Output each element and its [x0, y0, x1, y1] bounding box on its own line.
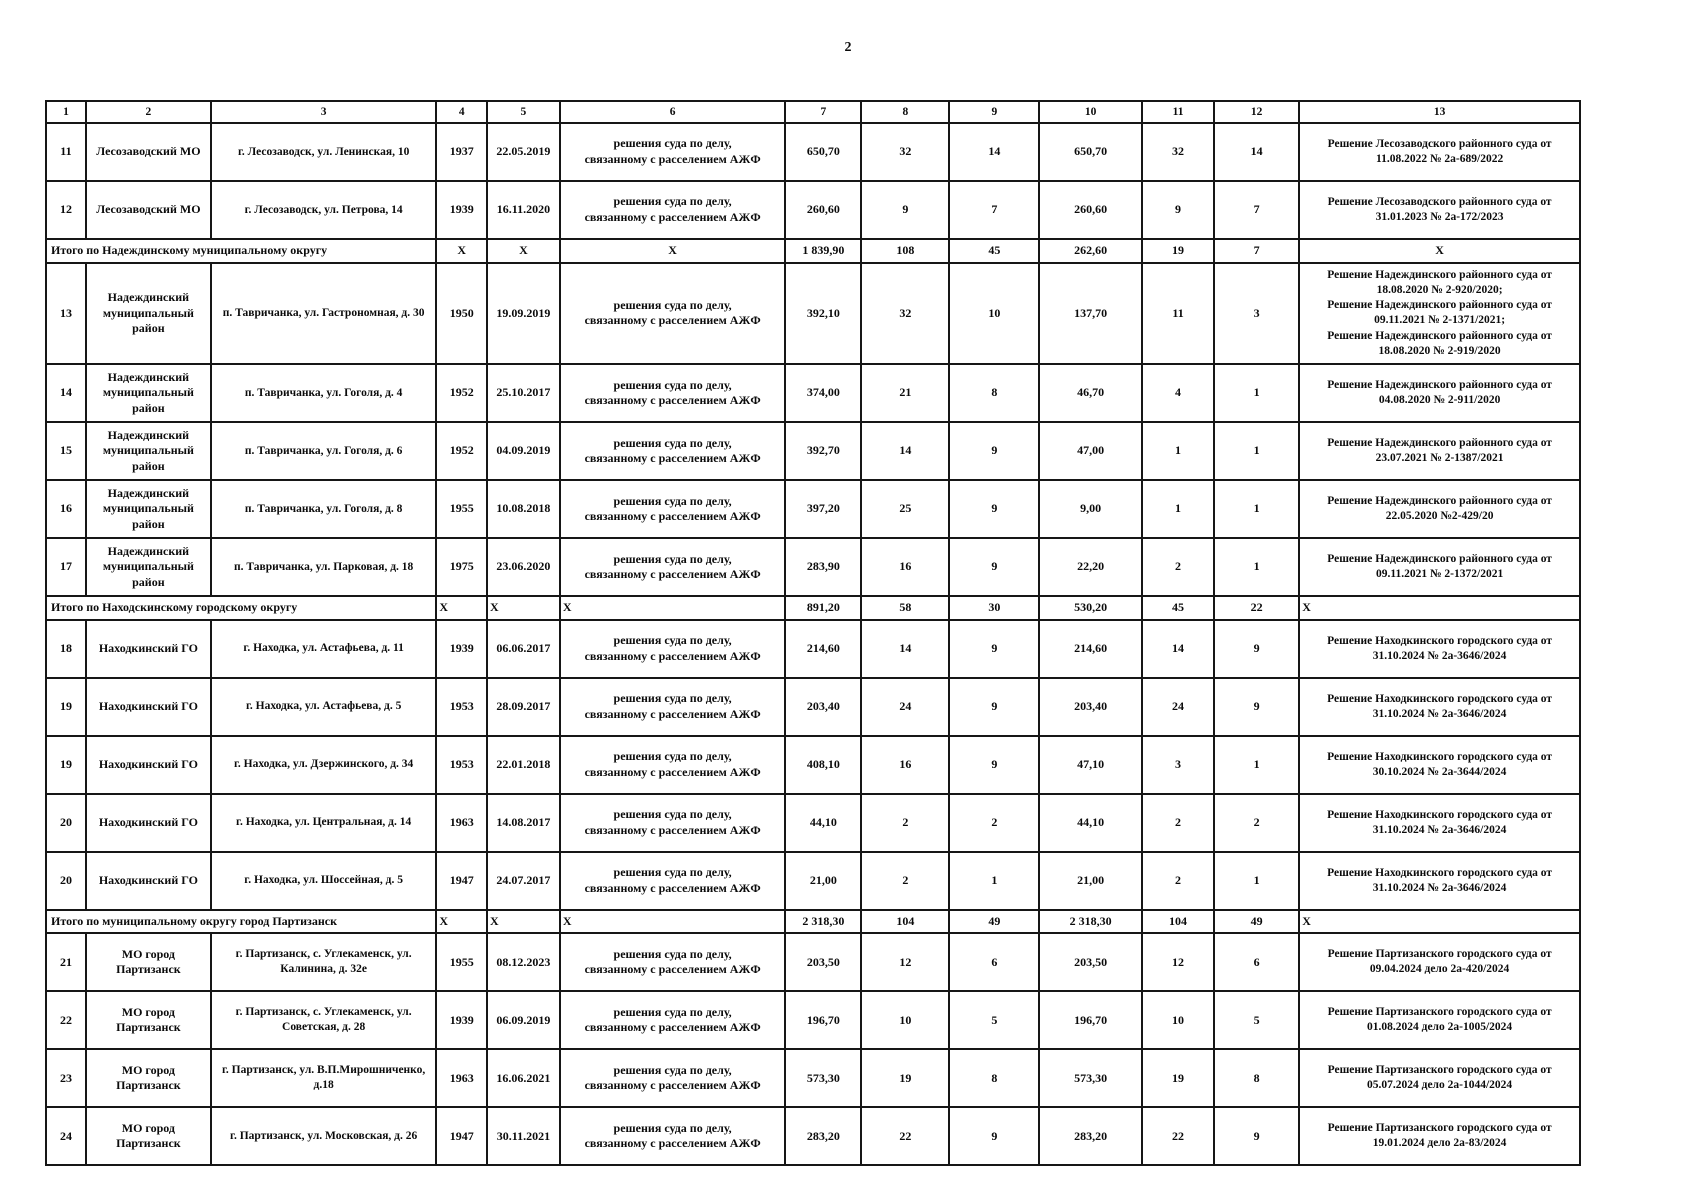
- cell-col-2: Находкинский ГО: [86, 794, 211, 852]
- cell-col-13: Решение Находкинского городского суда от 31.10.2024 № 2а-3646/2024: [1299, 852, 1580, 910]
- cell-col-4: 1939: [436, 181, 487, 239]
- cell-col-11: 32: [1142, 123, 1214, 181]
- cell-col-5: 10.08.2018: [487, 480, 560, 538]
- summary-row: [46, 596, 1580, 620]
- cell-col-11: 10: [1142, 991, 1214, 1049]
- cell-col-13: Решение Партизанского городского суда от 09.04.2024 дело 2а-420/2024: [1299, 933, 1580, 991]
- cell-col-6: решения суда по делу, связанному с расселением АЖФ: [560, 736, 786, 794]
- cell-col-9: 9: [949, 678, 1039, 736]
- cell-col-7: 374,00: [785, 364, 861, 422]
- cell-col-6: решения суда по делу, связанному с расселением АЖФ: [560, 933, 786, 991]
- column-header: 10: [1039, 101, 1142, 123]
- cell-col-9: 9: [949, 1107, 1039, 1165]
- cell-col-3: г. Находка, ул. Дзержинского, д. 34: [211, 736, 437, 794]
- cell-col-5: 06.09.2019: [487, 991, 560, 1049]
- cell-col-3: п. Тавричанка, ул. Парковая, д. 18: [211, 538, 437, 596]
- cell-col-1: 13: [46, 263, 86, 365]
- cell-col-5: 22.05.2019: [487, 123, 560, 181]
- cell-col-13: Решение Находкинского городского суда от 31.10.2024 № 2а-3646/2024: [1299, 620, 1580, 678]
- summary-x: X: [560, 910, 786, 934]
- cell-col-9: 5: [949, 991, 1039, 1049]
- summary-row: [46, 239, 1580, 263]
- cell-col-6: решения суда по делу, связанному с расселением АЖФ: [560, 123, 786, 181]
- cell-col-8: 14: [861, 422, 949, 480]
- cell-col-9: 9: [949, 422, 1039, 480]
- summary-x: X: [1299, 239, 1580, 263]
- cell-col-11: 19: [1142, 1049, 1214, 1107]
- cell-col-11: 12: [1142, 933, 1214, 991]
- cell-col-5: 25.10.2017: [487, 364, 560, 422]
- column-header: 13: [1299, 101, 1580, 123]
- summary-label: Итого по муниципальному округу город Партизанск: [46, 910, 436, 934]
- cell-col-2: МО город Партизанск: [86, 1049, 211, 1107]
- cell-col-5: 06.06.2017: [487, 620, 560, 678]
- summary-value: 1 839,90: [785, 239, 861, 263]
- cell-col-10: 137,70: [1039, 263, 1142, 365]
- cell-col-6: решения суда по делу, связанному с расселением АЖФ: [560, 181, 786, 239]
- cell-col-1: 11: [46, 123, 86, 181]
- cell-col-2: Надеждинский муниципальный район: [86, 422, 211, 480]
- cell-col-13: Решение Надеждинского районного суда от 09.11.2021 № 2-1372/2021: [1299, 538, 1580, 596]
- cell-col-8: 16: [861, 736, 949, 794]
- summary-value: 49: [949, 910, 1039, 934]
- cell-col-9: 8: [949, 1049, 1039, 1107]
- cell-col-2: МО город Партизанск: [86, 933, 211, 991]
- cell-col-1: 15: [46, 422, 86, 480]
- summary-x: X: [487, 910, 560, 934]
- cell-col-5: 30.11.2021: [487, 1107, 560, 1165]
- cell-col-1: 17: [46, 538, 86, 596]
- table-row: [46, 181, 1580, 239]
- cell-col-8: 22: [861, 1107, 949, 1165]
- cell-col-4: 1953: [436, 678, 487, 736]
- cell-col-1: 18: [46, 620, 86, 678]
- cell-col-4: 1937: [436, 123, 487, 181]
- cell-col-6: решения суда по делу, связанному с расселением АЖФ: [560, 538, 786, 596]
- cell-col-2: МО город Партизанск: [86, 1107, 211, 1165]
- cell-col-10: 21,00: [1039, 852, 1142, 910]
- summary-x: X: [436, 239, 487, 263]
- cell-col-2: Надеждинский муниципальный район: [86, 538, 211, 596]
- summary-value: 262,60: [1039, 239, 1142, 263]
- cell-col-8: 24: [861, 678, 949, 736]
- cell-col-4: 1952: [436, 364, 487, 422]
- summary-x: X: [1299, 910, 1580, 934]
- cell-col-9: 14: [949, 123, 1039, 181]
- cell-col-8: 21: [861, 364, 949, 422]
- cell-col-10: 47,10: [1039, 736, 1142, 794]
- column-header: 1: [46, 101, 86, 123]
- cell-col-7: 260,60: [785, 181, 861, 239]
- cell-col-1: 24: [46, 1107, 86, 1165]
- cell-col-10: 283,20: [1039, 1107, 1142, 1165]
- table-body: [46, 123, 1580, 1165]
- cell-col-5: 19.09.2019: [487, 263, 560, 365]
- cell-col-12: 1: [1214, 852, 1299, 910]
- cell-col-12: 1: [1214, 422, 1299, 480]
- cell-col-8: 10: [861, 991, 949, 1049]
- cell-col-5: 22.01.2018: [487, 736, 560, 794]
- cell-col-4: 1963: [436, 1049, 487, 1107]
- cell-col-6: решения суда по делу, связанному с расселением АЖФ: [560, 263, 786, 365]
- cell-col-10: 203,50: [1039, 933, 1142, 991]
- cell-col-11: 4: [1142, 364, 1214, 422]
- summary-label: Итого по Надеждинскому муниципальному округу: [46, 239, 436, 263]
- cell-col-8: 19: [861, 1049, 949, 1107]
- cell-col-11: 11: [1142, 263, 1214, 365]
- cell-col-4: 1939: [436, 991, 487, 1049]
- cell-col-1: 22: [46, 991, 86, 1049]
- cell-col-3: г. Находка, ул. Шоссейная, д. 5: [211, 852, 437, 910]
- table-row: [46, 364, 1580, 422]
- cell-col-7: 397,20: [785, 480, 861, 538]
- cell-col-11: 2: [1142, 794, 1214, 852]
- column-header: 8: [861, 101, 949, 123]
- summary-value: 530,20: [1039, 596, 1142, 620]
- cell-col-12: 1: [1214, 364, 1299, 422]
- cell-col-2: Находкинский ГО: [86, 736, 211, 794]
- cell-col-8: 32: [861, 123, 949, 181]
- cell-col-7: 196,70: [785, 991, 861, 1049]
- cell-col-5: 04.09.2019: [487, 422, 560, 480]
- cell-col-1: 12: [46, 181, 86, 239]
- cell-col-5: 23.06.2020: [487, 538, 560, 596]
- cell-col-5: 24.07.2017: [487, 852, 560, 910]
- cell-col-7: 573,30: [785, 1049, 861, 1107]
- cell-col-8: 14: [861, 620, 949, 678]
- cell-col-2: МО город Партизанск: [86, 991, 211, 1049]
- summary-value: 2 318,30: [785, 910, 861, 934]
- summary-x: X: [1299, 596, 1580, 620]
- table-row: [46, 852, 1580, 910]
- table-row: [46, 1049, 1580, 1107]
- cell-col-4: 1947: [436, 852, 487, 910]
- cell-col-7: 392,10: [785, 263, 861, 365]
- cell-col-6: решения суда по делу, связанному с расселением АЖФ: [560, 852, 786, 910]
- table-row: [46, 991, 1580, 1049]
- cell-col-10: 22,20: [1039, 538, 1142, 596]
- cell-col-6: решения суда по делу, связанному с расселением АЖФ: [560, 1107, 786, 1165]
- cell-col-11: 1: [1142, 422, 1214, 480]
- cell-col-2: Находкинский ГО: [86, 678, 211, 736]
- cell-col-12: 7: [1214, 181, 1299, 239]
- cell-col-8: 2: [861, 794, 949, 852]
- cell-col-7: 203,50: [785, 933, 861, 991]
- cell-col-4: 1950: [436, 263, 487, 365]
- table-row: [46, 538, 1580, 596]
- cell-col-7: 214,60: [785, 620, 861, 678]
- cell-col-10: 44,10: [1039, 794, 1142, 852]
- table-row: [46, 1107, 1580, 1165]
- summary-value: 49: [1214, 910, 1299, 934]
- cell-col-1: 14: [46, 364, 86, 422]
- cell-col-9: 9: [949, 620, 1039, 678]
- cell-col-3: г. Партизанск, ул. Московская, д. 26: [211, 1107, 437, 1165]
- cell-col-4: 1955: [436, 480, 487, 538]
- cell-col-10: 650,70: [1039, 123, 1142, 181]
- summary-x: X: [560, 239, 786, 263]
- summary-value: 7: [1214, 239, 1299, 263]
- summary-x: X: [487, 596, 560, 620]
- summary-value: 891,20: [785, 596, 861, 620]
- cell-col-6: решения суда по делу, связанному с расселением АЖФ: [560, 620, 786, 678]
- cell-col-4: 1955: [436, 933, 487, 991]
- cell-col-3: п. Тавричанка, ул. Гоголя, д. 6: [211, 422, 437, 480]
- cell-col-2: Надеждинский муниципальный район: [86, 364, 211, 422]
- cell-col-1: 19: [46, 736, 86, 794]
- cell-col-1: 16: [46, 480, 86, 538]
- summary-value: 45: [1142, 596, 1214, 620]
- main-table: [45, 100, 1581, 1166]
- cell-col-3: г. Партизанск, ул. В.П.Мирошниченко, д.18: [211, 1049, 437, 1107]
- cell-col-11: 2: [1142, 852, 1214, 910]
- cell-col-1: 20: [46, 852, 86, 910]
- cell-col-5: 28.09.2017: [487, 678, 560, 736]
- cell-col-10: 9,00: [1039, 480, 1142, 538]
- cell-col-10: 260,60: [1039, 181, 1142, 239]
- cell-col-12: 9: [1214, 620, 1299, 678]
- cell-col-6: решения суда по делу, связанному с расселением АЖФ: [560, 364, 786, 422]
- cell-col-10: 46,70: [1039, 364, 1142, 422]
- table-row: [46, 263, 1580, 365]
- cell-col-8: 16: [861, 538, 949, 596]
- cell-col-10: 203,40: [1039, 678, 1142, 736]
- cell-col-10: 214,60: [1039, 620, 1142, 678]
- summary-x: X: [436, 910, 487, 934]
- cell-col-12: 1: [1214, 480, 1299, 538]
- cell-col-8: 25: [861, 480, 949, 538]
- cell-col-7: 283,90: [785, 538, 861, 596]
- cell-col-12: 5: [1214, 991, 1299, 1049]
- cell-col-6: решения суда по делу, связанному с расселением АЖФ: [560, 991, 786, 1049]
- cell-col-13: Решение Надеждинского районного суда от 22.05.2020 №2-429/20: [1299, 480, 1580, 538]
- summary-value: 108: [861, 239, 949, 263]
- column-header: 11: [1142, 101, 1214, 123]
- cell-col-4: 1947: [436, 1107, 487, 1165]
- cell-col-13: Решение Партизанского городского суда от 01.08.2024 дело 2а-1005/2024: [1299, 991, 1580, 1049]
- cell-col-13: Решение Находкинского городского суда от 30.10.2024 № 2а-3644/2024: [1299, 736, 1580, 794]
- summary-x: X: [436, 596, 487, 620]
- cell-col-11: 1: [1142, 480, 1214, 538]
- cell-col-2: Находкинский ГО: [86, 620, 211, 678]
- cell-col-3: г. Находка, ул. Астафьева, д. 5: [211, 678, 437, 736]
- cell-col-6: решения суда по делу, связанному с расселением АЖФ: [560, 422, 786, 480]
- cell-col-3: п. Тавричанка, ул. Гоголя, д. 4: [211, 364, 437, 422]
- cell-col-10: 196,70: [1039, 991, 1142, 1049]
- header-row: [46, 101, 1580, 123]
- cell-col-5: 08.12.2023: [487, 933, 560, 991]
- cell-col-8: 2: [861, 852, 949, 910]
- summary-value: 104: [1142, 910, 1214, 934]
- cell-col-10: 47,00: [1039, 422, 1142, 480]
- cell-col-7: 650,70: [785, 123, 861, 181]
- summary-value: 22: [1214, 596, 1299, 620]
- cell-col-7: 44,10: [785, 794, 861, 852]
- cell-col-13: Решение Находкинского городского суда от 31.10.2024 № 2а-3646/2024: [1299, 794, 1580, 852]
- cell-col-11: 9: [1142, 181, 1214, 239]
- cell-col-13: Решение Лесозаводского районного суда от 31.01.2023 № 2а-172/2023: [1299, 181, 1580, 239]
- cell-col-12: 1: [1214, 538, 1299, 596]
- cell-col-9: 6: [949, 933, 1039, 991]
- cell-col-12: 3: [1214, 263, 1299, 365]
- cell-col-6: решения суда по делу, связанному с расселением АЖФ: [560, 794, 786, 852]
- column-header: 9: [949, 101, 1039, 123]
- cell-col-13: Решение Надеждинского районного суда от 18.08.2020 № 2-920/2020; Решение Надеждинского районного суда от 09.11.2021 № 2-1371/2021; Решение Надеждинского районного суда от 18.08.2020 № 2-919/2020: [1299, 263, 1580, 365]
- cell-col-11: 14: [1142, 620, 1214, 678]
- cell-col-2: Надеждинский муниципальный район: [86, 263, 211, 365]
- cell-col-3: г. Находка, ул. Центральная, д. 14: [211, 794, 437, 852]
- cell-col-10: 573,30: [1039, 1049, 1142, 1107]
- cell-col-12: 14: [1214, 123, 1299, 181]
- cell-col-11: 22: [1142, 1107, 1214, 1165]
- cell-col-7: 392,70: [785, 422, 861, 480]
- cell-col-5: 14.08.2017: [487, 794, 560, 852]
- cell-col-9: 2: [949, 794, 1039, 852]
- summary-value: 19: [1142, 239, 1214, 263]
- cell-col-12: 9: [1214, 1107, 1299, 1165]
- cell-col-5: 16.11.2020: [487, 181, 560, 239]
- cell-col-2: Находкинский ГО: [86, 852, 211, 910]
- cell-col-3: г. Партизанск, с. Углекаменск, ул. Советская, д. 28: [211, 991, 437, 1049]
- cell-col-13: Решение Находкинского городского суда от 31.10.2024 № 2а-3646/2024: [1299, 678, 1580, 736]
- cell-col-7: 21,00: [785, 852, 861, 910]
- cell-col-2: Лесозаводский МО: [86, 181, 211, 239]
- cell-col-9: 10: [949, 263, 1039, 365]
- cell-col-9: 8: [949, 364, 1039, 422]
- summary-x: X: [560, 596, 786, 620]
- cell-col-3: г. Лесозаводск, ул. Петрова, 14: [211, 181, 437, 239]
- cell-col-6: решения суда по делу, связанному с расселением АЖФ: [560, 678, 786, 736]
- cell-col-8: 9: [861, 181, 949, 239]
- table-row: [46, 678, 1580, 736]
- cell-col-1: 20: [46, 794, 86, 852]
- cell-col-11: 3: [1142, 736, 1214, 794]
- column-header: 3: [211, 101, 437, 123]
- cell-col-9: 1: [949, 852, 1039, 910]
- cell-col-13: Решение Партизанского городского суда от 05.07.2024 дело 2а-1044/2024: [1299, 1049, 1580, 1107]
- cell-col-12: 9: [1214, 678, 1299, 736]
- cell-col-12: 8: [1214, 1049, 1299, 1107]
- cell-col-7: 408,10: [785, 736, 861, 794]
- cell-col-8: 32: [861, 263, 949, 365]
- cell-col-5: 16.06.2021: [487, 1049, 560, 1107]
- cell-col-2: Надеждинский муниципальный район: [86, 480, 211, 538]
- cell-col-4: 1952: [436, 422, 487, 480]
- cell-col-4: 1963: [436, 794, 487, 852]
- cell-col-9: 9: [949, 480, 1039, 538]
- summary-x: X: [487, 239, 560, 263]
- cell-col-12: 1: [1214, 736, 1299, 794]
- cell-col-6: решения суда по делу, связанному с расселением АЖФ: [560, 1049, 786, 1107]
- cell-col-9: 9: [949, 736, 1039, 794]
- summary-value: 45: [949, 239, 1039, 263]
- cell-col-3: п. Тавричанка, ул. Гоголя, д. 8: [211, 480, 437, 538]
- cell-col-13: Решение Лесозаводского районного суда от 11.08.2022 № 2а-689/2022: [1299, 123, 1580, 181]
- column-header: 4: [436, 101, 487, 123]
- cell-col-3: г. Находка, ул. Астафьева, д. 11: [211, 620, 437, 678]
- table-row: [46, 620, 1580, 678]
- cell-col-6: решения суда по делу, связанному с расселением АЖФ: [560, 480, 786, 538]
- column-header: 2: [86, 101, 211, 123]
- cell-col-7: 203,40: [785, 678, 861, 736]
- table-row: [46, 422, 1580, 480]
- column-header: 5: [487, 101, 560, 123]
- cell-col-12: 2: [1214, 794, 1299, 852]
- page-number: 2: [844, 40, 852, 55]
- cell-col-9: 7: [949, 181, 1039, 239]
- cell-col-3: п. Тавричанка, ул. Гастрономная, д. 30: [211, 263, 437, 365]
- cell-col-2: Лесозаводский МО: [86, 123, 211, 181]
- summary-label: Итого по Находскинскому городскому округу: [46, 596, 436, 620]
- cell-col-12: 6: [1214, 933, 1299, 991]
- cell-col-3: г. Лесозаводск, ул. Ленинская, 10: [211, 123, 437, 181]
- table-row: [46, 480, 1580, 538]
- table-row: [46, 933, 1580, 991]
- table-row: [46, 123, 1580, 181]
- column-header: 6: [560, 101, 786, 123]
- cell-col-4: 1975: [436, 538, 487, 596]
- cell-col-9: 9: [949, 538, 1039, 596]
- summary-value: 104: [861, 910, 949, 934]
- cell-col-1: 23: [46, 1049, 86, 1107]
- cell-col-1: 19: [46, 678, 86, 736]
- cell-col-13: Решение Надеждинского районного суда от 23.07.2021 № 2-1387/2021: [1299, 422, 1580, 480]
- summary-value: 58: [861, 596, 949, 620]
- table-row: [46, 794, 1580, 852]
- summary-value: 30: [949, 596, 1039, 620]
- cell-col-7: 283,20: [785, 1107, 861, 1165]
- cell-col-11: 24: [1142, 678, 1214, 736]
- summary-row: [46, 910, 1580, 934]
- cell-col-13: Решение Надеждинского районного суда от 04.08.2020 № 2-911/2020: [1299, 364, 1580, 422]
- cell-col-13: Решение Партизанского городского суда от 19.01.2024 дело 2а-83/2024: [1299, 1107, 1580, 1165]
- cell-col-1: 21: [46, 933, 86, 991]
- column-header: 7: [785, 101, 861, 123]
- cell-col-11: 2: [1142, 538, 1214, 596]
- cell-col-4: 1939: [436, 620, 487, 678]
- cell-col-8: 12: [861, 933, 949, 991]
- summary-value: 2 318,30: [1039, 910, 1142, 934]
- cell-col-3: г. Партизанск, с. Углекаменск, ул. Калинина, д. 32е: [211, 933, 437, 991]
- column-header: 12: [1214, 101, 1299, 123]
- cell-col-4: 1953: [436, 736, 487, 794]
- table-row: [46, 736, 1580, 794]
